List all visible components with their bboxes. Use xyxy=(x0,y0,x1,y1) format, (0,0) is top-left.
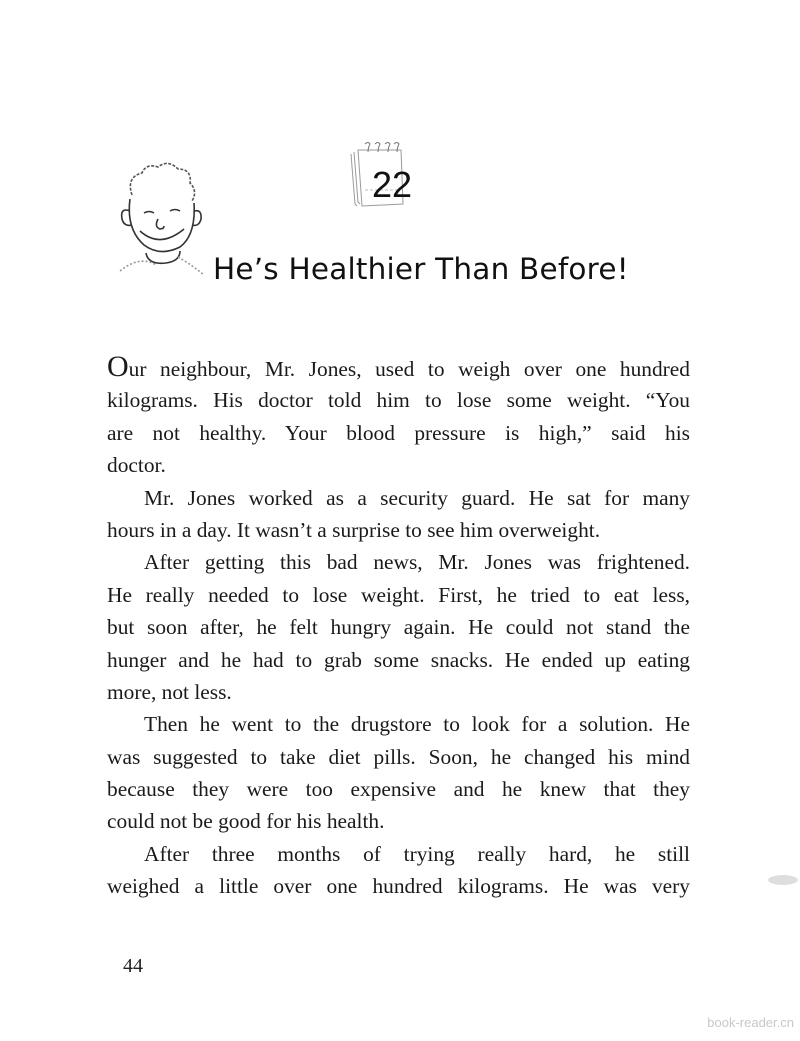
text-line xyxy=(107,805,690,837)
text-line-content: was suggested to take diet pills. Soon, he changed his mind xyxy=(107,744,690,769)
text-line-content: more, not less. xyxy=(107,679,232,704)
text-line-content: but soon after, he felt hungry again. He could not stand the xyxy=(107,615,690,640)
text-line-content: are not healthy. Your blood pressure is high,” said his xyxy=(107,420,690,445)
text-line-content: hours in a day. It wasn’t a surprise to see him overweight. xyxy=(107,517,601,542)
text-line xyxy=(107,741,690,773)
chapter-number: 22 xyxy=(372,164,413,205)
text-line xyxy=(107,676,690,708)
text-line xyxy=(107,611,690,643)
text-line xyxy=(107,449,690,481)
text-line-content: He really needed to lose weight. First, he tried to eat less, xyxy=(107,582,690,607)
text-line xyxy=(107,482,690,514)
text-line xyxy=(107,773,690,805)
text-line xyxy=(107,384,690,416)
text-line xyxy=(107,546,690,578)
text-line-content: could not be good for his health. xyxy=(107,809,385,834)
text-line xyxy=(107,352,690,384)
page-number: 44 xyxy=(123,955,143,977)
text-line-content: ur neighbour, Mr. Jones, used to weigh over one hundred xyxy=(128,357,690,381)
drop-cap: O xyxy=(107,350,129,383)
chapter-title: He’s Healthier Than Before! xyxy=(213,252,629,286)
story-body xyxy=(107,352,690,903)
text-line-content: hunger and he had to grab some snacks. He ended up eating xyxy=(107,647,690,672)
text-line xyxy=(107,838,690,870)
text-line-content: After three months of trying really hard, he still xyxy=(144,841,690,866)
text-line-content: doctor. xyxy=(107,453,166,478)
text-line-content: kilograms. His doctor told him to lose some weight. “You xyxy=(107,388,690,413)
text-line-content: weighed a little over one hundred kilograms. He was very xyxy=(107,874,690,899)
text-line xyxy=(107,417,690,449)
text-line xyxy=(107,514,690,546)
scan-smudge xyxy=(765,872,799,888)
text-line xyxy=(107,579,690,611)
watermark: book-reader.cn xyxy=(707,1015,794,1030)
smiling-man-illustration xyxy=(112,155,207,295)
text-line xyxy=(107,644,690,676)
text-line xyxy=(107,708,690,740)
text-line-content: Then he went to the drugstore to look for a solution. He xyxy=(144,712,690,737)
text-line-content: because they were too expensive and he knew that they xyxy=(107,777,690,802)
text-line xyxy=(107,870,690,902)
text-line-content: Mr. Jones worked as a security guard. He sat for many xyxy=(144,485,690,510)
text-line-content: After getting this bad news, Mr. Jones was frightened. xyxy=(144,550,690,575)
